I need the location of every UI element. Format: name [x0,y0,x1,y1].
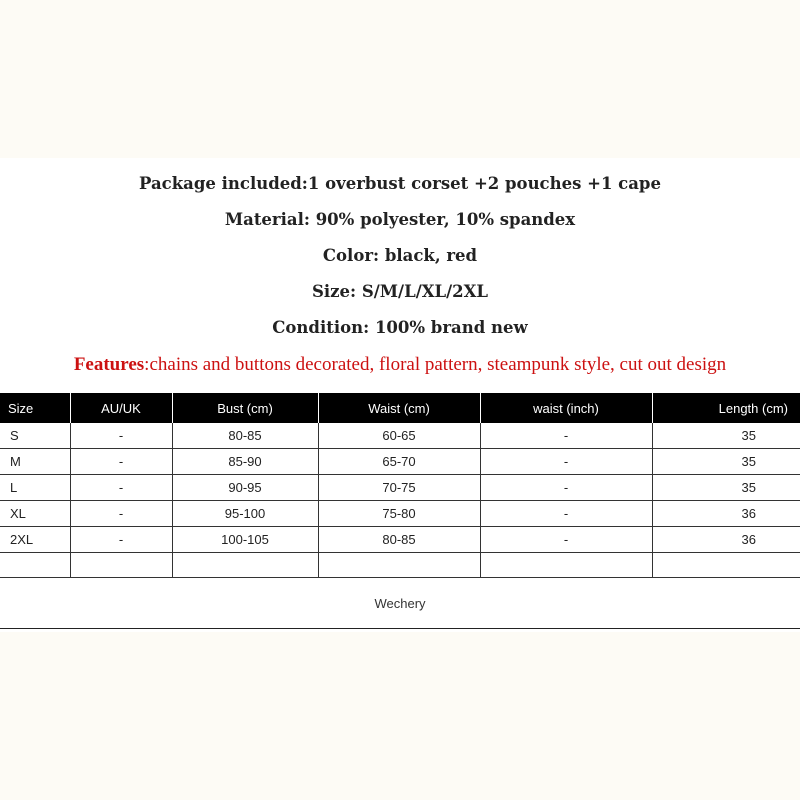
table-row [0,501,800,527]
table-cell [652,553,800,578]
table-cell: 75-80 [318,501,480,527]
table-cell: - [70,527,172,553]
package-line: Package included:1 overbust corset +2 pouches +1 cape [139,174,661,193]
table-cell: 70-75 [318,475,480,501]
table-cell: 2XL [0,527,70,553]
table-cell [70,553,172,578]
header-au-uk: AU/UK [70,393,172,423]
table-cell [0,553,70,578]
table-row [0,449,800,475]
table-cell: S [0,423,70,449]
condition-line: Condition: 100% brand new [272,318,528,337]
material-line: Material: 90% polyester, 10% spandex [224,210,576,229]
color-line: Color: black, red [322,246,478,265]
table-cell [318,553,480,578]
table-cell [172,553,318,578]
table-row [0,527,800,553]
table-cell: 36 [652,501,800,527]
header-waist-inch: waist (inch) [480,393,652,423]
table-row [0,423,800,449]
table-cell: 65-70 [318,449,480,475]
table-cell: - [480,475,652,501]
table-cell: 35 [652,475,800,501]
table-header-row [0,393,800,423]
table-cell: 36 [652,527,800,553]
table-cell: - [480,423,652,449]
brand-label: Wechery [0,578,800,629]
table-cell: - [70,449,172,475]
table-cell: - [70,423,172,449]
features-label: Features [73,354,145,375]
table-cell: - [70,501,172,527]
table-cell: M [0,449,70,475]
table-cell: - [480,501,652,527]
size-line: Size: S/M/L/XL/2XL [311,282,489,301]
table-cell: - [70,475,172,501]
table-row [0,475,800,501]
table-cell [480,553,652,578]
table-cell: XL [0,501,70,527]
table-cell: 80-85 [318,527,480,553]
features-text: :chains and buttons decorated, floral pattern, steampunk style, cut out design [144,354,727,375]
table-cell: 60-65 [318,423,480,449]
brand-row [0,578,800,629]
header-size: Size [0,393,70,423]
table-cell: 100-105 [172,527,318,553]
table-cell: 35 [652,449,800,475]
table-cell: - [480,527,652,553]
table-cell: 85-90 [172,449,318,475]
table-cell: 80-85 [172,423,318,449]
table-cell: 90-95 [172,475,318,501]
table-empty-row [0,553,800,578]
features-line [0,354,800,376]
size-chart-table [0,393,800,629]
table-cell: 35 [652,423,800,449]
table-cell: - [480,449,652,475]
header-length: Length (cm) [652,393,800,423]
header-waist-cm: Waist (cm) [318,393,480,423]
table-cell: 95-100 [172,501,318,527]
table-cell: L [0,475,70,501]
header-bust: Bust (cm) [172,393,318,423]
